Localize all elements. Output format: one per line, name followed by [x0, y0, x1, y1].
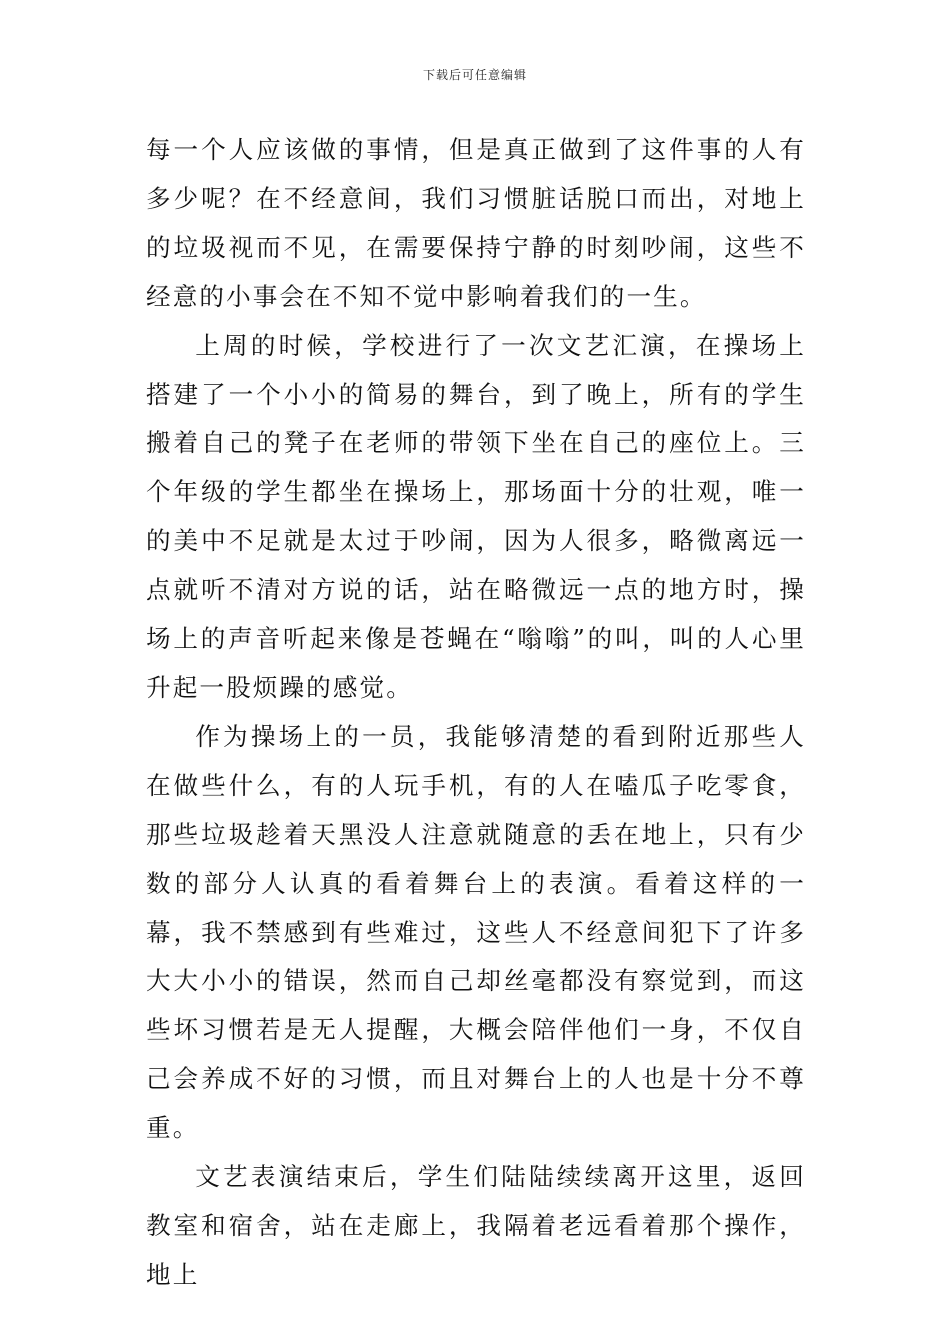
body-text [146, 126, 806, 1300]
paragraph-1: 每一个人应该做的事情，但是真正做到了这件事的人有多少呢？在不经意间，我们习惯脏话脱口而出，对地上的垃圾视而不见，在需要保持宁静的时刻吵闹，这些不经意的小事会在不知不觉中影响着我们的一生。 [146, 135, 806, 311]
paragraph-2: 上周的时候，学校进行了一次文艺汇演，在操场上搭建了一个小小的简易的舞台，到了晚上，所有的学生搬着自己的凳子在老师的带领下坐在自己的座位上。三个年级的学生都坐在操场上，那场面十分的壮观，唯一的美中不足就是太过于吵闹，因为人很多，略微离远一点就听不清对方说的话，站在略微远一点的地方时，操场上的声音听起来像是苍蝇在“嗡嗡”的叫，叫的人心里升起一股烦躁的感觉。 [146, 330, 806, 702]
paragraph-3: 作为操场上的一员，我能够清楚的看到附近那些人在做些什么，有的人玩手机，有的人在嗑瓜子吃零食，那些垃圾趁着天黑没人注意就随意的丢在地上，只有少数的部分人认真的看着舞台上的表演。看着这样的一幕，我不禁感到有些难过，这些人不经意间犯下了许多大大小小的错误，然而自己却丝毫都没有察觉到，而这些坏习惯若是无人提醒，大概会陪伴他们一身，不仅自己会养成不好的习惯，而且对舞台上的人也是十分不尊重。 [146, 721, 806, 1143]
header-note: 下载后可任意编辑 [422, 68, 527, 82]
paragraph-4: 文艺表演结束后，学生们陆陆续续离开这里，返回教室和宿舍，站在走廊上，我隔着老远看着那个操作，地上 [146, 1162, 806, 1289]
